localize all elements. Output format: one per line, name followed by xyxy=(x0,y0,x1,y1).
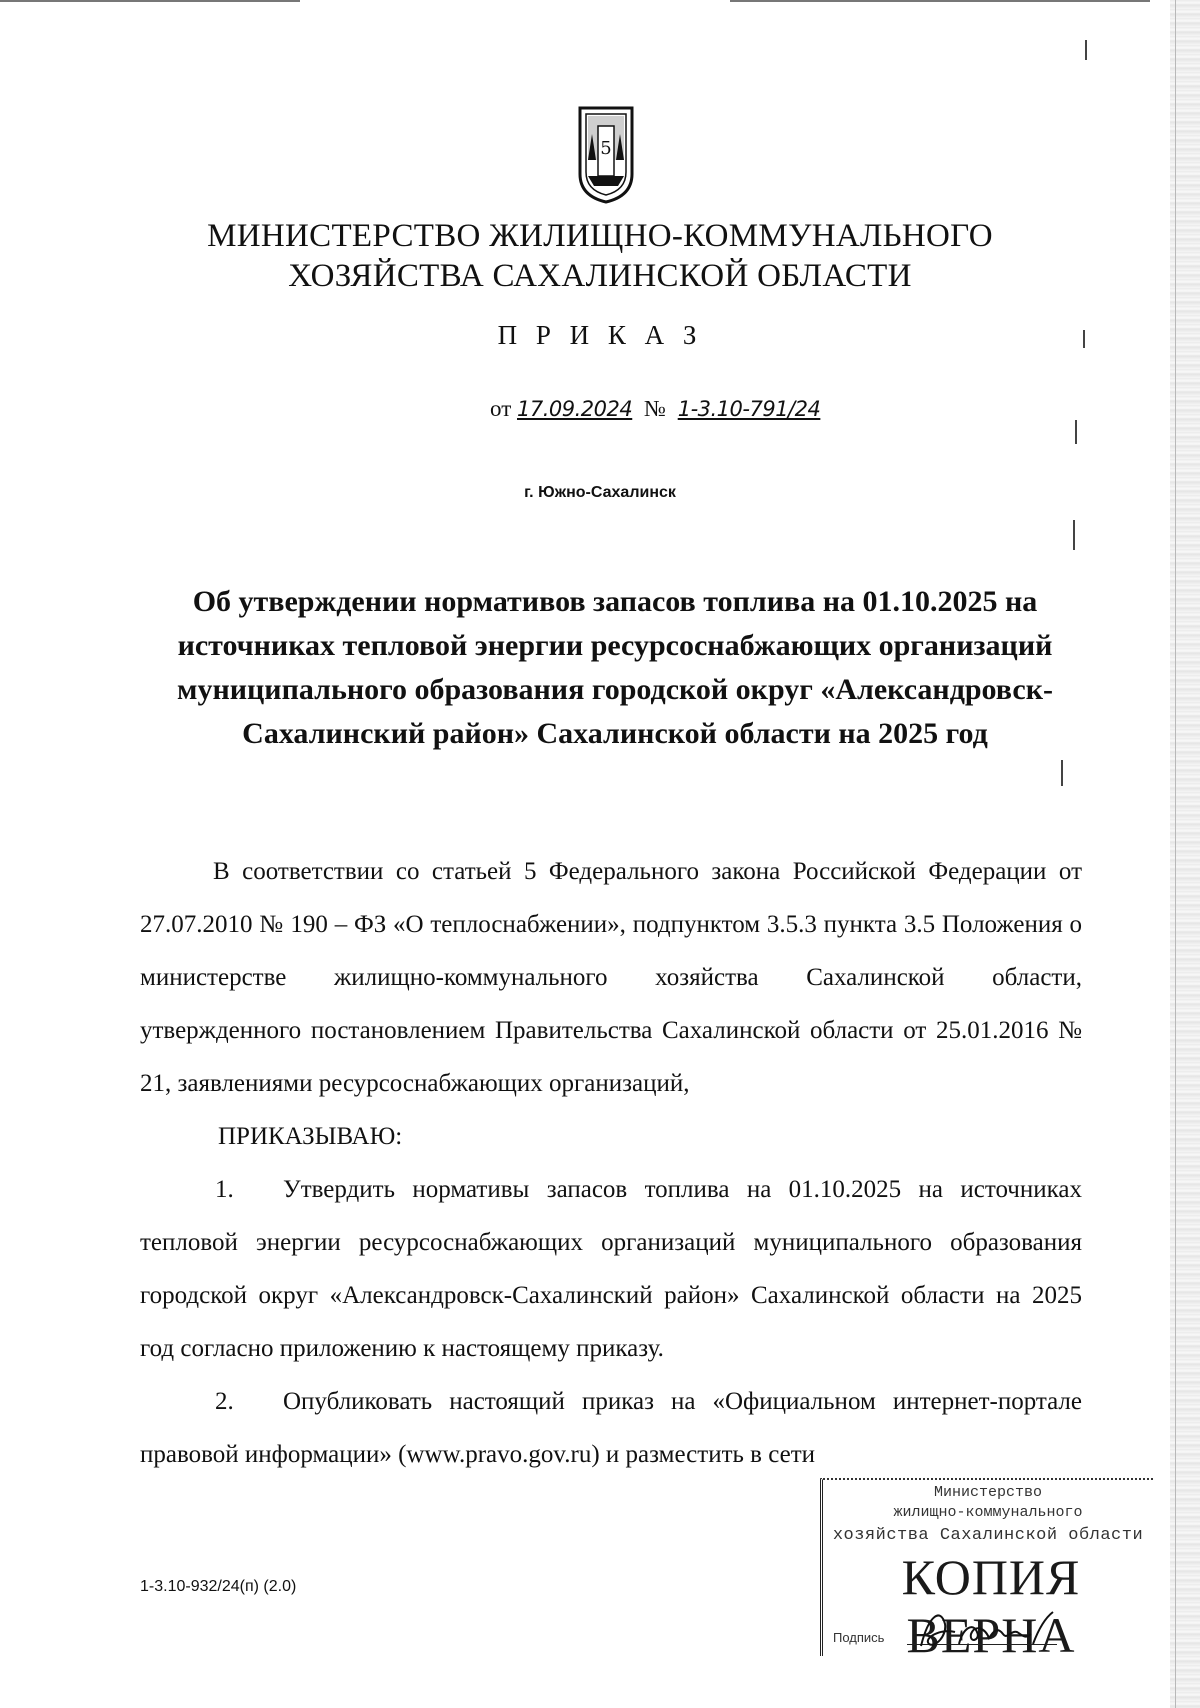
order-heading: Об утверждении нормативов запасов топлива на 01.10.2025 на источниках тепловой энергии ресурсоснабжающих организаций муниципального образования городской округ «Александровск-Сахалинский район» Сахалинской области на 2025 год xyxy=(177,585,1053,750)
order-item-text: Утвердить нормативы запасов топлива на 01.10.2025 на источниках тепловой энергии ресурсоснабжающих организаций муниципального образования городской округ «Александровск-Сахалинский район» Сахалинской области на 2025 год согласно приложению к настоящему приказу. xyxy=(140,1176,1082,1362)
document-number: 1-3.10-932/24(п) (2.0) xyxy=(140,1578,297,1595)
ministry-name xyxy=(0,216,1200,296)
order-item-number: 2. xyxy=(215,1388,234,1415)
order-body xyxy=(140,845,1082,1481)
scan-top-line xyxy=(730,0,1150,2)
order-number: 1-3.10-791/24 xyxy=(677,397,821,421)
ministry-name-line2: ХОЗЯЙСТВА САХАЛИНСКОЙ ОБЛАСТИ xyxy=(288,258,912,294)
order-item-text: Опубликовать настоящий приказ на «Официальном интернет-портале правовой информации» (www.pravo.gov.ru) и разместить в сети xyxy=(140,1388,1082,1468)
order-item xyxy=(140,1375,1082,1481)
order-date-line xyxy=(490,396,820,422)
order-item-number: 1. xyxy=(215,1176,234,1203)
scan-speck xyxy=(1073,520,1075,550)
scan-speck xyxy=(1085,40,1087,60)
scan-top-line xyxy=(0,0,300,2)
stamp-main-text: КОПИЯ ВЕРНА xyxy=(901,1549,1081,1663)
order-title: П Р И К А З xyxy=(497,320,703,350)
order-city: г. Южно-Сахалинск xyxy=(524,484,676,501)
order-item xyxy=(140,1163,1082,1375)
stamp-line3: хозяйства Сахалинской области xyxy=(832,1526,1144,1545)
stamp-line2: жилищно-коммунального xyxy=(893,1504,1083,1521)
svg-text:5: 5 xyxy=(600,138,612,159)
stamp-signature-label: Подпись xyxy=(833,1630,885,1645)
handwritten-signature-icon xyxy=(911,1604,1061,1654)
order-number-prefix: № xyxy=(644,396,666,421)
order-date: 17.09.2024 xyxy=(517,397,633,421)
order-date-prefix: от xyxy=(490,396,512,421)
order-preamble: В соответствии со статьей 5 Федерального закона Российской Федерации от 27.07.2010 № 190 – ФЗ «О теплоснабжении», подпунктом 3.5.3 пункта 3.5 Положения о министерстве жилищно-коммунального хозяйства Сахалинской области, утвержденного постановлением Правительства Сахалинской области от 25.01.2016 № 21, заявлениями ресурсоснабжающих организаций, xyxy=(140,858,1082,1097)
sakhalin-oblast-emblem-icon xyxy=(574,104,638,204)
certification-stamp xyxy=(820,1478,1153,1663)
stamp-line1: Министерство xyxy=(933,1484,1043,1501)
scan-speck xyxy=(1061,760,1063,786)
order-command: ПРИКАЗЫВАЮ: xyxy=(218,1123,403,1150)
ministry-name-line1: МИНИСТЕРСТВО ЖИЛИЩНО-КОММУНАЛЬНОГО xyxy=(207,218,993,254)
scan-speck xyxy=(1075,420,1077,444)
